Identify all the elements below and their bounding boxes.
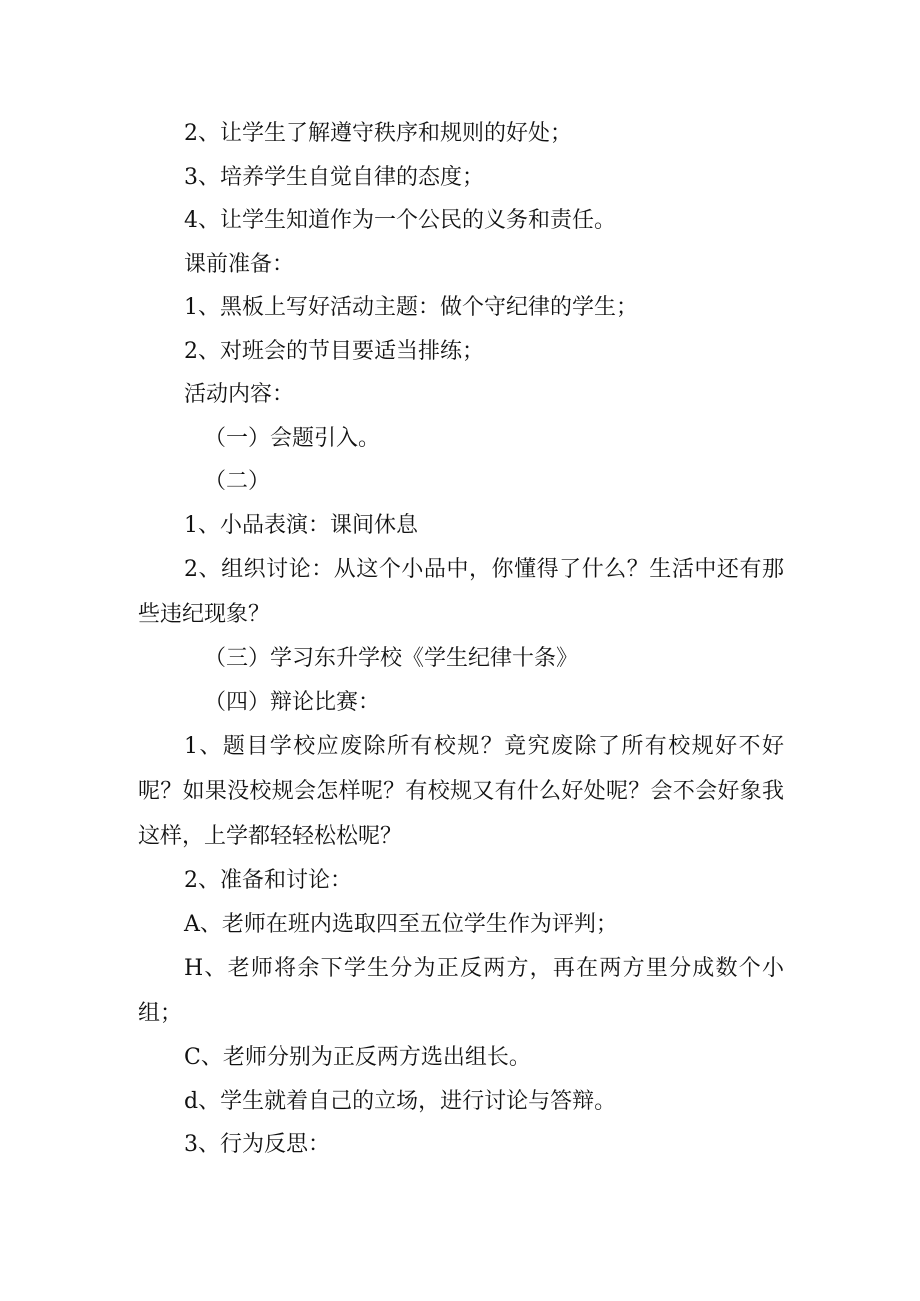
paragraph-prep-1: 1、黑板上写好活动主题：做个守纪律的学生； xyxy=(184,295,638,320)
paragraph-debate-topic: 1、题目学校应废除所有校规？竟究废除了所有校规好不好呢？如果没校规会怎样呢？有校规又有什么好处呢？会不会好象我这样，上学都轻轻松松呢？ xyxy=(138,734,784,849)
document-body xyxy=(138,112,784,1167)
paragraph-part-1: （一）会题引入。 xyxy=(204,425,381,451)
paragraph-part-3: （三）学习东升学校《学生纪律十条》 xyxy=(204,646,579,671)
paragraph-goal-3: 3、培养学生自觉自律的态度； xyxy=(184,164,484,190)
section-heading-activity: 活动内容： xyxy=(184,382,295,407)
paragraph-skit: 1、小品表演：课间休息 xyxy=(184,512,418,538)
section-heading-preparation: 课前准备： xyxy=(184,251,295,277)
paragraph-part-2: （二） xyxy=(204,469,271,494)
paragraph-part-4: （四）辩论比赛： xyxy=(204,689,381,715)
paragraph-discussion: 2、组织讨论：从这个小品中，你懂得了什么？生活中还有那些违纪现象？ xyxy=(138,557,784,627)
paragraph-item-c: C、老师分别为正反两方选出组长。 xyxy=(184,1045,531,1070)
paragraph-goal-2: 2、让学生了解遵守秩序和规则的好处； xyxy=(184,121,572,146)
paragraph-item-h: H、老师将余下学生分为正反两方，再在两方里分成数个小组； xyxy=(138,956,784,1026)
paragraph-goal-4: 4、让学生知道作为一个公民的义务和责任。 xyxy=(184,208,616,233)
paragraph-reflection: 3、行为反思： xyxy=(184,1132,330,1157)
paragraph-item-d: d、学生就着自己的立场，进行讨论与答辩。 xyxy=(184,1088,617,1114)
paragraph-item-a: A、老师在班内选取四至五位学生作为评判； xyxy=(184,911,618,937)
paragraph-prep-discussion: 2、准备和讨论： xyxy=(184,868,352,893)
paragraph-prep-2: 2、对班会的节目要适当排练； xyxy=(184,338,484,364)
